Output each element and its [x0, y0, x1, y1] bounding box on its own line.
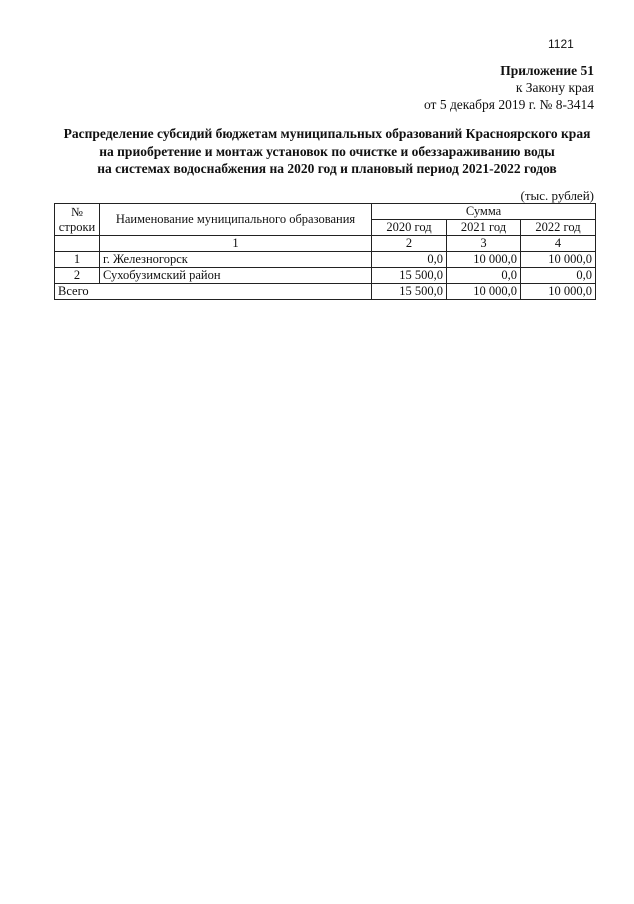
header-row-number	[55, 204, 100, 236]
appendix-law-reference: к Закону края	[515, 80, 594, 95]
total-2022: 10 000,0	[521, 284, 596, 300]
column-numbers-row	[55, 236, 596, 252]
table-header-row	[55, 204, 596, 220]
amount-2021: 0,0	[447, 268, 521, 284]
amount-2020: 0,0	[372, 252, 447, 268]
amount-2021: 10 000,0	[447, 252, 521, 268]
column-number-empty	[55, 236, 100, 252]
page-number: 1121	[548, 37, 574, 51]
header-row-number-word: строки	[58, 219, 96, 234]
header-year-2020: 2020 год	[372, 220, 447, 236]
amount-2022: 10 000,0	[521, 252, 596, 268]
appendix-law-date: от 5 декабря 2019 г. № 8-3414	[423, 97, 594, 112]
heading-line-3: на системах водоснабжения на 2020 год и плановый период 2021-2022 годов	[97, 161, 557, 176]
header-year-2021: 2021 год	[447, 220, 521, 236]
amount-2020: 15 500,0	[372, 268, 447, 284]
appendix-block	[424, 62, 594, 113]
row-number: 1	[55, 252, 100, 268]
header-municipality-name: Наименование муниципального образования	[100, 204, 372, 236]
table-row	[55, 252, 596, 268]
header-sum: Сумма	[372, 204, 596, 220]
heading-line-1: Распределение субсидий бюджетам муниципальных образований Красноярского края	[63, 126, 591, 141]
column-number-4: 4	[521, 236, 596, 252]
amount-2022: 0,0	[521, 268, 596, 284]
municipality-name: Сухобузимский район	[100, 268, 372, 284]
heading-line-2: на приобретение и монтаж установок по очистке и обеззараживанию воды	[99, 143, 555, 159]
total-row	[55, 284, 596, 300]
municipality-name: г. Железногорск	[100, 252, 372, 268]
column-number-3: 3	[447, 236, 521, 252]
total-2020: 15 500,0	[372, 284, 447, 300]
total-2021: 10 000,0	[447, 284, 521, 300]
units-label: (тыс. рублей)	[520, 188, 594, 203]
header-year-2022: 2022 год	[521, 220, 596, 236]
table-row	[55, 268, 596, 284]
appendix-title: Приложение 51	[500, 63, 594, 78]
total-label: Всего	[55, 284, 372, 300]
header-row-number-sign: №	[71, 204, 83, 219]
document-heading	[40, 125, 614, 178]
row-number: 2	[55, 268, 100, 284]
column-number-1: 1	[100, 236, 372, 252]
column-number-2: 2	[372, 236, 447, 252]
subsidies-table	[54, 203, 596, 300]
